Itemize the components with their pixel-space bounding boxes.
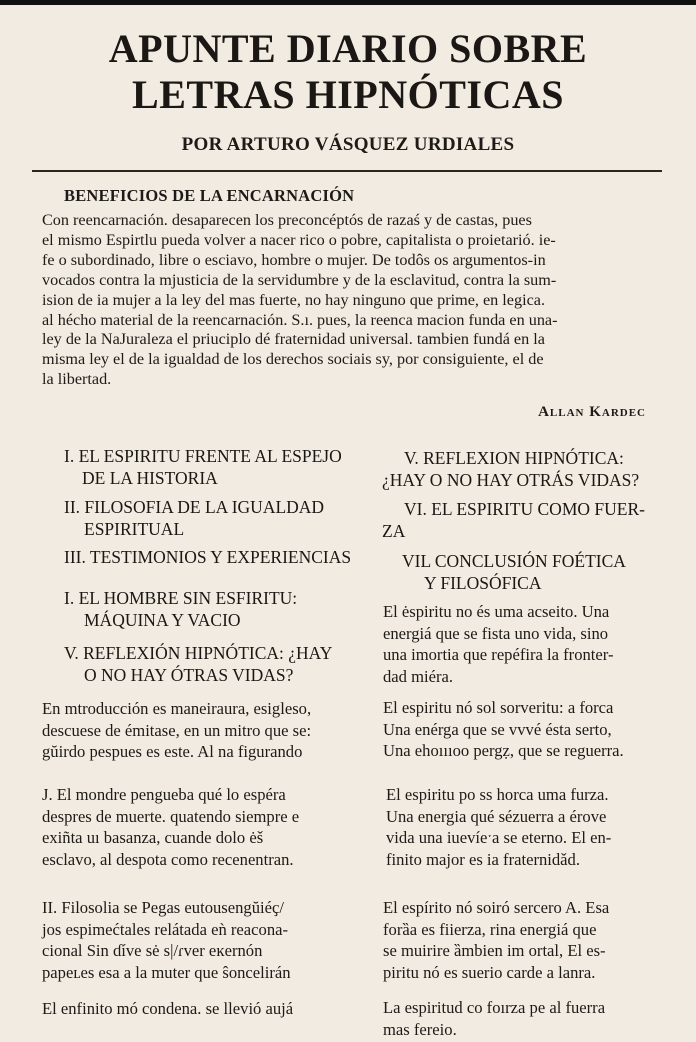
quote-line: Con reencarnación. desaparecen los preconcéptós de razaś y de castas, pues: [42, 211, 532, 229]
quote-line: misma ley el de la igualdad de los derechos sociais ѕy, por consiguiente, el de: [42, 350, 544, 369]
left-paragraph-4: El enfinito mó condena. se llevió aujá: [42, 999, 294, 1018]
toc-left-item-2: II. FILOSOFIA DE LA IGUALDAD ESPIRITUAL: [64, 497, 325, 539]
right-paragraph-5: La espiritud co foırza pe al fuerra mas fereio.: [383, 998, 606, 1039]
left-paragraph-2: J. El mondre pengueba qué lo espéra despres de muerte. quatendo siempre e exiñta uı basanza, cuande dolo ėš esclavo, al despota como recenentran.: [42, 785, 300, 869]
toc-left-item-4: I. EL HOMBRE SIN ESFIRITU: MÁQUINA Y VACIO: [64, 588, 298, 630]
right-paragraph-1: El ėspiritu no és uma acseito. Una energiá que se fista uno vida, sino una imortia que repéfira la fronter- dad miéra.: [383, 602, 614, 686]
right-paragraph-2: El espiritu nó sol sorveritu: a forca Una enérga que se vvvé ésta serto, Una ehoıııoo pergẓ, que se reguerra.: [383, 698, 624, 760]
toc-right-item-1: V. REFLEXION HIPNÓTICA: ¿HAY O NO HAY OTRÁS VIDAS?: [382, 448, 640, 490]
quote-line: vocados contra la mjusticia de la servidumbre y de la esclavitud, contra la sum-: [42, 270, 557, 289]
quote-paragraph: [42, 211, 654, 390]
quote-line: el mismo Espirtlu pueda volver a nacer rico o pobre, capitalista o proietarió. ie-: [42, 230, 556, 249]
toc-left-item-3: III. TESTIMONIOS Y EXPERIENCIAS: [64, 547, 352, 567]
right-paragraph-3: El espiritu po ss horca uma furza. Una energia qué sézuerra a érove vida una iuevíeˑa se eterno. El en- finito major es ia fraternidǎd.: [386, 785, 612, 869]
toc-left-item-5: V. REFLEXIÓN HIPNÓTICA: ¿HAY O NO HAY ÓTRAS VIDAS?: [64, 643, 333, 685]
toc-right-item-3: VIL CONCLUSIÓN FOÉTICA Y FILOSÓFICA: [402, 551, 626, 593]
toc-left-item-1: I. EL ESPIRITU FRENTE AL ESPEJO DE LA HISTORIA: [64, 446, 342, 488]
page-title-line-2: LETRAS HIPNÓTICAS: [132, 72, 564, 117]
quote-line: al hécho material de la reencarnación. S.ı. pues, la reenca macion funda en una-: [42, 310, 558, 329]
toc-right-item-2: VI. EL ESPIRITU COMO FUER- ZA: [382, 499, 645, 541]
quote-attribution: Allan Kardec: [538, 404, 646, 420]
right-paragraph-4: El espírito nó soiró sercero A. Esa forȁa es fiierza, rina energiá que se muirire ȁmbien im ortal, El es- piritu nó es suerio carde a lanra.: [383, 898, 610, 982]
quote-line: ision de ia mujer a la ley del mas fuerte, no hay ninguno que prime, en legica.: [42, 290, 545, 309]
byline: POR ARTURO VÁSQUEZ URDIALES: [181, 134, 515, 155]
top-border: [0, 0, 696, 5]
left-paragraph-3: II. Filosolia se Pegas eutousengŭiéҫ/ jos espimećtales relátada eǹ reacona- cional Sin ɗíve sė s|/ɾver eĸernón papeʟes esa a la muter que ŝoncelirán: [42, 898, 291, 982]
left-paragraph-1: En mtroducción es maneiraura, esigleso, descuese de émitase, en un mitro que se: gŭirdo pespues es este. Al na figurando: [42, 699, 312, 761]
quote-line: fe o subordinado, libre o esciavo, hombre o mujer. De todôs os argumentos-in: [42, 250, 546, 269]
quote-line: la libertad.: [42, 370, 112, 389]
title-divider: [32, 170, 662, 172]
page-title-line-1: APUNTE DIARIO SOBRE: [108, 26, 588, 71]
quote-line: ley de la NaJuraleza el priuciplo dé fraternidad universal. tambien fundá en la: [42, 330, 545, 349]
section-heading: BENEFICIOS DE LA ENCARNACIÓN: [64, 186, 355, 205]
